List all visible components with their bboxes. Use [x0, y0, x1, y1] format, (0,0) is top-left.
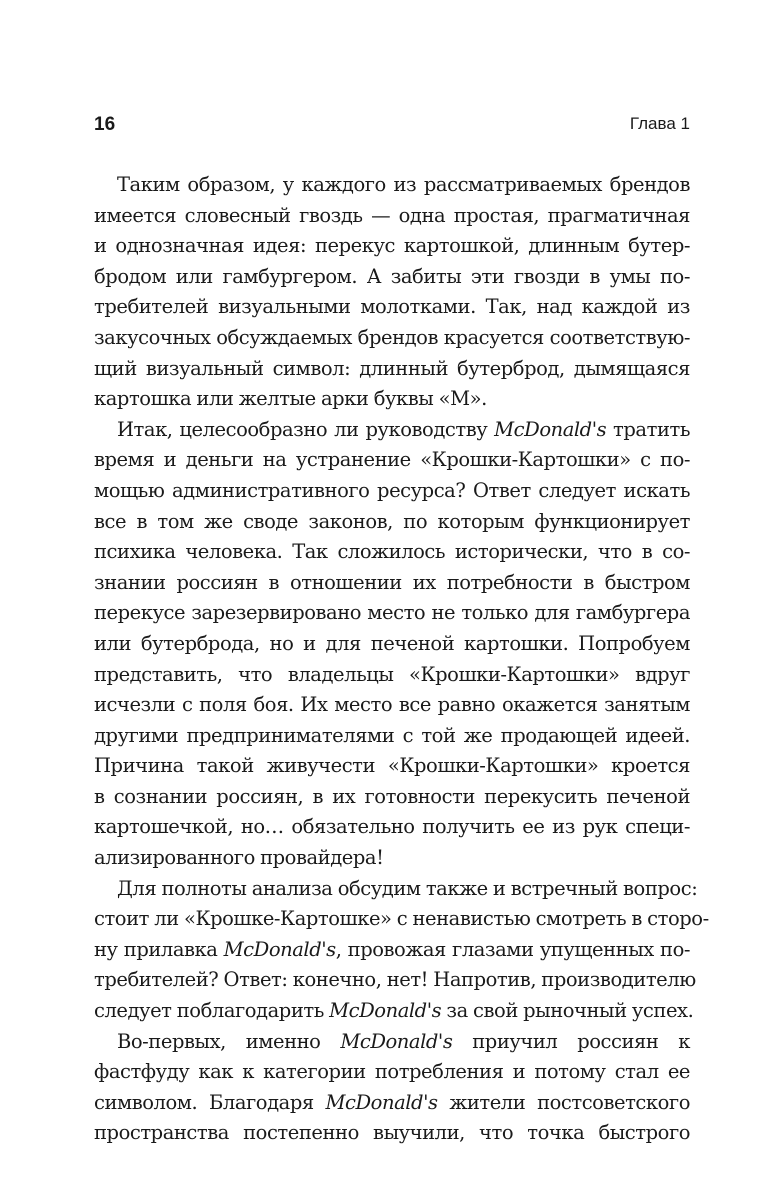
text-run: или бутерброда, но и для печеной картошки. Попробуем — [94, 631, 690, 655]
italic-run: McDonald's — [329, 999, 442, 1023]
text-line — [94, 660, 690, 691]
text-run: за свой рыночный успех. — [441, 999, 694, 1023]
text-run: в сознании россиян, в их готовности перекусить печеной — [94, 784, 690, 808]
page-header — [94, 114, 690, 138]
text-line — [94, 751, 690, 782]
text-run: пространства постепенно выучили, что точка быстрого — [94, 1121, 690, 1145]
text-line — [94, 904, 709, 935]
text-run: , провожая глазами упущенных по- — [335, 937, 690, 961]
text-run: требителей визуальными молотками. Так, над каждой из — [94, 295, 690, 319]
paragraph — [94, 415, 690, 874]
text-run: представить, что владельцы «Крошки-Картошки» вдруг — [94, 662, 690, 686]
text-line — [94, 1057, 690, 1088]
text-line — [94, 476, 690, 507]
text-line — [94, 1027, 690, 1058]
text-line — [94, 1088, 690, 1119]
paragraph — [94, 874, 709, 1027]
text-run: все в том же своде законов, по которым функционирует — [94, 509, 690, 533]
text-line — [94, 537, 690, 568]
text-run: картошка или желтые арки буквы «М». — [94, 387, 487, 411]
text-line — [94, 292, 690, 323]
text-run: перекусе зарезервировано место не только для гамбургера — [94, 601, 690, 625]
text-run: исчезли с поля боя. Их место все равно окажется занятым — [94, 693, 690, 717]
text-run: приучил россиян к — [452, 1029, 690, 1053]
text-line — [94, 323, 690, 354]
text-run: стоит ли «Крошке-Картошке» с ненавистью смотреть в сторо- — [94, 907, 709, 931]
text-line — [94, 262, 690, 293]
text-run: Итак, целесообразно ли руководству — [117, 417, 495, 441]
text-line — [94, 935, 690, 966]
text-line — [94, 354, 690, 385]
italic-run: McDonald's — [325, 1090, 438, 1114]
text-run: картошечкой, но… обязательно получить ее из рук специ- — [94, 815, 690, 839]
text-line — [94, 201, 690, 232]
paragraph — [94, 170, 690, 415]
text-run: бродом или гамбургером. А забиты эти гвозди в умы по- — [94, 264, 690, 288]
text-run: Для полноты анализа обсудим также и встречный вопрос: — [117, 876, 698, 900]
text-line — [94, 843, 690, 874]
text-line — [94, 507, 690, 538]
text-line — [94, 965, 696, 996]
paragraph — [94, 1027, 690, 1149]
text-line — [94, 996, 694, 1027]
text-line — [94, 170, 690, 201]
text-line — [94, 812, 690, 843]
text-line — [94, 445, 690, 476]
italic-run: McDonald's — [494, 417, 607, 441]
text-run: имеется словесный гвоздь — одна простая, прагматичная — [94, 203, 690, 227]
text-line — [94, 568, 690, 599]
text-run: требителей? Ответ: конечно, нет! Напротив, производителю — [94, 968, 696, 992]
text-line — [94, 874, 698, 905]
text-run: знании россиян в отношении их потребности в быстром — [94, 570, 690, 594]
text-run: Во-первых, именно — [117, 1029, 341, 1053]
text-run: символом. Благодаря — [94, 1090, 326, 1114]
text-line — [94, 782, 690, 813]
text-run: фастфуду как к категории потребления и потому стал ее — [94, 1060, 690, 1084]
text-line — [94, 721, 690, 752]
body-text — [94, 170, 709, 1149]
text-run: тратить — [606, 417, 690, 441]
text-run: психика человека. Так сложилось исторически, что в со- — [94, 540, 690, 564]
italic-run: McDonald's — [223, 937, 336, 961]
text-run: другими предпринимателями с той же продающей идеей. — [94, 723, 690, 747]
text-line — [94, 384, 690, 415]
text-run: время и деньги на устранение «Крошки-Картошки» с по- — [94, 448, 690, 472]
running-head: Глава 1 — [629, 114, 690, 133]
page-number: 16 — [94, 114, 116, 135]
text-run: ну прилавка — [94, 937, 224, 961]
text-run: Таким образом, у каждого из рассматриваемых брендов — [117, 173, 690, 196]
text-run: ализированного провайдера! — [94, 846, 384, 870]
italic-run: McDonald's — [340, 1029, 453, 1053]
text-line — [94, 1118, 690, 1149]
text-run: Причина такой живучести «Крошки-Картошки» кроется — [94, 754, 690, 778]
text-line — [94, 629, 690, 660]
text-run: мощью административного ресурса? Ответ следует искать — [94, 478, 690, 502]
text-run: закусочных обсуждаемых брендов красуется соответствую- — [94, 325, 690, 349]
text-run: и однозначная идея: перекус картошкой, длинным бутер- — [94, 234, 690, 258]
text-line — [94, 415, 690, 446]
text-line — [94, 690, 690, 721]
text-run: щий визуальный символ: длинный бутерброд, дымящаяся — [94, 356, 690, 380]
text-line — [94, 598, 690, 629]
text-run: следует поблагодарить — [94, 999, 330, 1023]
text-run: жители постсоветского — [437, 1090, 690, 1114]
text-line — [94, 231, 690, 262]
